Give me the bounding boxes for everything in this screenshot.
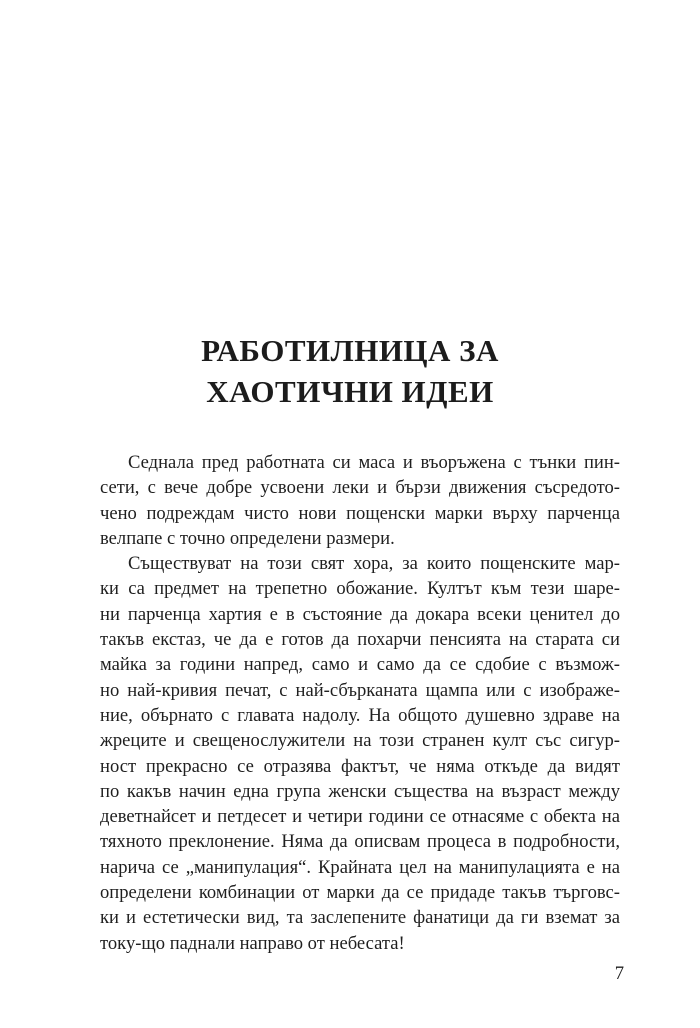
page-number: 7: [614, 963, 624, 984]
text-line: Съществуват на този свят хора, за които пощенските мар-: [128, 553, 620, 575]
text-line: чено подреждам чисто нови пощенски марки върху парченца: [100, 502, 620, 524]
text-line: жреците и свещенослужители на този странен култ със сигур-: [100, 730, 620, 752]
text-line: Седнала пред работната си маса и въоръжена с тънки пин-: [128, 452, 620, 473]
text-line: по какъв начин една група женски същества на възраст между: [100, 780, 620, 802]
text-line: тяхното преклонение. Няма да описвам процеса в подробности,: [100, 831, 620, 853]
chapter-title-line-2: ХАОТИЧНИ ИДЕИ: [206, 374, 494, 409]
text-line: майка за години напред, само и само да се сдобие с възмож-: [100, 654, 620, 676]
text-line: такъв екстаз, че да е готов да похарчи пенсията на старата си: [100, 629, 620, 651]
text-line: но най-кривия печат, с най-сбърканата щампа или с изображе-: [100, 679, 620, 701]
text-line: ни парченца хартия е в състояние да докара всеки ценител до: [100, 603, 620, 625]
text-line: ки са предмет на трепетно обожание. Култът към тези шаре-: [100, 578, 620, 600]
text-line: деветнайсет и петдесет и четири години се отнасяме с обекта на: [100, 806, 620, 828]
text-line: нарича се „манипулация“. Крайната цел на манипулацията е на: [100, 856, 620, 878]
text-line: сети, с вече добре усвоени леки и бързи движения съсредото-: [100, 477, 620, 499]
paragraph-1: [100, 450, 620, 551]
text-line: ки и естетически вид, та заслепените фанатици да ги вземат за: [100, 907, 620, 929]
chapter-title: [0, 330, 700, 412]
text-line: ност прекрасно се отразява фактът, че няма откъде да видят: [100, 755, 620, 777]
text-line: ние, обърнато с главата надолу. На общото душевно здраве на: [100, 704, 620, 726]
text-line: току-що паднали направо от небесата!: [100, 932, 405, 954]
chapter-title-line-1: РАБОТИЛНИЦА ЗА: [201, 333, 499, 368]
text-line: определени комбинации от марки да се придаде такъв търговс-: [100, 882, 620, 904]
chapter-body: [100, 450, 620, 956]
paragraph-2: [100, 551, 620, 956]
text-line: велпапе с точно определени размери.: [100, 527, 395, 549]
